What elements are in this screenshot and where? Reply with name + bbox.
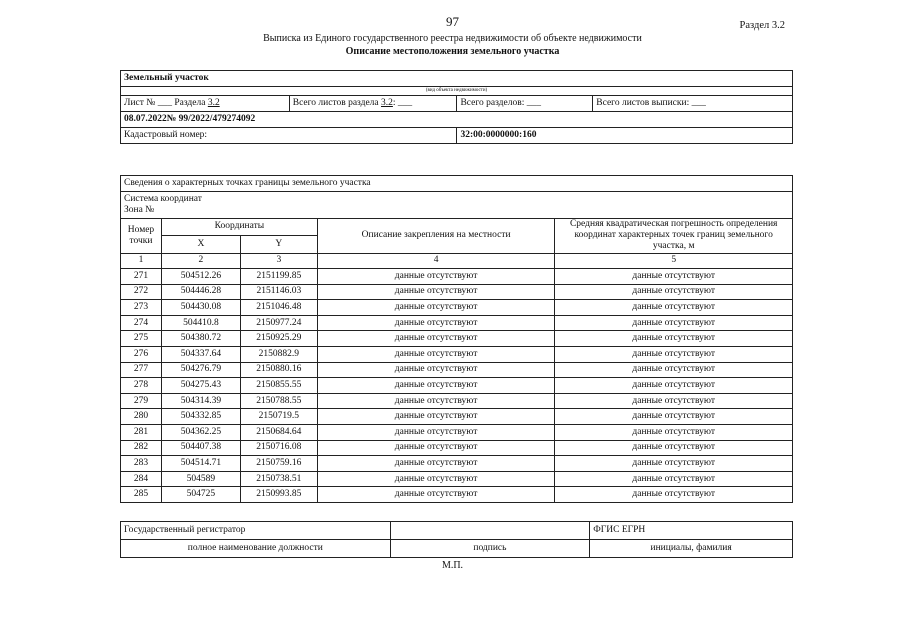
table-row xyxy=(121,487,793,503)
description-cell: данные отсутствуют xyxy=(317,471,555,487)
error-cell: данные отсутствуют xyxy=(555,331,793,347)
point-number-cell: 271 xyxy=(121,269,162,285)
point-number-cell: 279 xyxy=(121,393,162,409)
description-cell: данные отсутствуют xyxy=(317,409,555,425)
section-number: 3.2 xyxy=(207,98,220,109)
document-subtitle: Описание местоположения земельного участка xyxy=(345,46,560,57)
object-type: Земельный участок xyxy=(121,71,793,87)
coord-system-cell xyxy=(121,191,793,218)
x-coordinate-cell: 504589 xyxy=(161,471,240,487)
error-cell: данные отсутствуют xyxy=(555,471,793,487)
column-number: 3 xyxy=(240,253,317,269)
page-number: 97 xyxy=(446,14,459,29)
table-row xyxy=(121,456,793,472)
description-cell: данные отсутствуют xyxy=(317,362,555,378)
name-caption: инициалы, фамилия xyxy=(590,540,793,558)
table-row xyxy=(121,393,793,409)
x-coordinate-cell: 504380.72 xyxy=(161,331,240,347)
table-row xyxy=(121,284,793,300)
point-number-cell: 280 xyxy=(121,409,162,425)
y-coordinate-cell: 2151146.03 xyxy=(240,284,317,300)
header-coordinates: Координаты xyxy=(161,218,317,236)
description-cell: данные отсутствуют xyxy=(317,346,555,362)
y-coordinate-cell: 2150716.08 xyxy=(240,440,317,456)
description-cell: данные отсутствуют xyxy=(317,424,555,440)
column-number: 4 xyxy=(317,253,555,269)
point-number-cell: 273 xyxy=(121,300,162,316)
point-number-cell: 278 xyxy=(121,378,162,394)
point-number-cell: 281 xyxy=(121,424,162,440)
point-number-cell: 282 xyxy=(121,440,162,456)
total-sheets-section-label: Всего листов раздела xyxy=(292,98,379,109)
coord-system-label: Система координат xyxy=(124,193,202,204)
description-cell: данные отсутствуют xyxy=(317,284,555,300)
description-cell: данные отсутствуют xyxy=(317,378,555,394)
sheet-label: Лист № xyxy=(124,98,156,109)
point-number-cell: 277 xyxy=(121,362,162,378)
total-sections-cell: Всего разделов: ___ xyxy=(457,96,593,112)
description-cell: данные отсутствуют xyxy=(317,269,555,285)
description-cell: данные отсутствуют xyxy=(317,300,555,316)
table-row xyxy=(121,269,793,285)
point-number-cell: 283 xyxy=(121,456,162,472)
table-row xyxy=(121,300,793,316)
description-cell: данные отсутствуют xyxy=(317,456,555,472)
stamp-place: М.П. xyxy=(441,560,464,571)
system-label: ФГИС ЕГРН xyxy=(590,522,793,540)
point-number-cell: 285 xyxy=(121,487,162,503)
section-number-ref: 3.2 xyxy=(381,98,393,109)
y-coordinate-cell: 2151046.48 xyxy=(240,300,317,316)
table-row xyxy=(121,362,793,378)
column-number: 5 xyxy=(555,253,793,269)
zone-label: Зона № xyxy=(124,204,155,215)
signature-table xyxy=(120,521,793,558)
y-coordinate-cell: 2150719.5 xyxy=(240,409,317,425)
table-row xyxy=(121,440,793,456)
error-cell: данные отсутствуют xyxy=(555,409,793,425)
x-coordinate-cell: 504430.08 xyxy=(161,300,240,316)
error-cell: данные отсутствуют xyxy=(555,346,793,362)
error-cell: данные отсутствуют xyxy=(555,440,793,456)
document-title: Выписка из Единого государственного реестра недвижимости об объекте недвижимости xyxy=(263,33,642,44)
table-row xyxy=(121,346,793,362)
y-coordinate-cell: 2150993.85 xyxy=(240,487,317,503)
points-table-body xyxy=(121,269,793,503)
description-cell: данные отсутствуют xyxy=(317,331,555,347)
table-row xyxy=(121,424,793,440)
point-number-cell: 276 xyxy=(121,346,162,362)
y-coordinate-cell: 2150977.24 xyxy=(240,315,317,331)
points-table xyxy=(120,175,793,503)
error-cell: данные отсутствуют xyxy=(555,487,793,503)
registrar-label: Государственный регистратор xyxy=(121,522,391,540)
header-x: X xyxy=(161,236,240,254)
header-description: Описание закрепления на местности xyxy=(317,218,555,253)
column-number: 1 xyxy=(121,253,162,269)
x-coordinate-cell: 504276.79 xyxy=(161,362,240,378)
x-coordinate-cell: 504410.8 xyxy=(161,315,240,331)
table-row xyxy=(121,409,793,425)
table-row xyxy=(121,378,793,394)
y-coordinate-cell: 2150759.16 xyxy=(240,456,317,472)
x-coordinate-cell: 504337.64 xyxy=(161,346,240,362)
position-caption: полное наименование должности xyxy=(121,540,391,558)
error-cell: данные отсутствуют xyxy=(555,315,793,331)
sheet-section-label: Раздела xyxy=(174,98,206,109)
x-coordinate-cell: 504362.25 xyxy=(161,424,240,440)
point-number-cell: 274 xyxy=(121,315,162,331)
x-coordinate-cell: 504314.39 xyxy=(161,393,240,409)
total-sheets-extract-label: Всего листов выписки: xyxy=(596,98,690,109)
info-table xyxy=(120,70,793,144)
description-cell: данные отсутствуют xyxy=(317,315,555,331)
y-coordinate-cell: 2150880.16 xyxy=(240,362,317,378)
section-label: Раздел 3.2 xyxy=(739,20,785,31)
header-point-number: Номер точки xyxy=(121,218,162,253)
y-coordinate-cell: 2150855.55 xyxy=(240,378,317,394)
error-cell: данные отсутствуют xyxy=(555,284,793,300)
error-cell: данные отсутствуют xyxy=(555,378,793,394)
object-type-caption: (вид объекта недвижимости) xyxy=(121,87,793,96)
x-coordinate-cell: 504514.71 xyxy=(161,456,240,472)
y-coordinate-cell: 2150738.51 xyxy=(240,471,317,487)
description-cell: данные отсутствуют xyxy=(317,487,555,503)
x-coordinate-cell: 504725 xyxy=(161,487,240,503)
sheet-number-cell: Лист № ___ Раздела 3.2 xyxy=(121,96,290,112)
column-numbers-row xyxy=(121,253,793,269)
x-coordinate-cell: 504446.28 xyxy=(161,284,240,300)
table-row xyxy=(121,471,793,487)
table-row xyxy=(121,315,793,331)
y-coordinate-cell: 2151199.85 xyxy=(240,269,317,285)
cadastral-value: 32:00:0000000:160 xyxy=(457,128,793,144)
signature-caption: подпись xyxy=(390,540,590,558)
point-number-cell: 284 xyxy=(121,471,162,487)
x-coordinate-cell: 504407.38 xyxy=(161,440,240,456)
x-coordinate-cell: 504275.43 xyxy=(161,378,240,394)
signature-field xyxy=(390,522,590,540)
y-coordinate-cell: 2150684.64 xyxy=(240,424,317,440)
total-sections-label: Всего разделов: xyxy=(460,98,525,109)
error-cell: данные отсутствуют xyxy=(555,456,793,472)
error-cell: данные отсутствуют xyxy=(555,300,793,316)
header-error: Средняя квадратическая погрешность определения координат характерных точек границ земельного участка, м xyxy=(555,218,793,253)
total-sheets-section-cell: Всего листов раздела 3.2: ___ xyxy=(289,96,457,112)
x-coordinate-cell: 504512.26 xyxy=(161,269,240,285)
table-row xyxy=(121,331,793,347)
x-coordinate-cell: 504332.85 xyxy=(161,409,240,425)
error-cell: данные отсутствуют xyxy=(555,424,793,440)
points-table-title: Сведения о характерных точках границы земельного участка xyxy=(121,176,793,192)
point-number-cell: 272 xyxy=(121,284,162,300)
point-number-cell: 275 xyxy=(121,331,162,347)
error-cell: данные отсутствуют xyxy=(555,269,793,285)
total-sheets-extract-cell: Всего листов выписки: ___ xyxy=(593,96,793,112)
error-cell: данные отсутствуют xyxy=(555,362,793,378)
date-number: 08.07.2022№ 99/2022/479274092 xyxy=(121,112,793,128)
y-coordinate-cell: 2150882.9 xyxy=(240,346,317,362)
y-coordinate-cell: 2150788.55 xyxy=(240,393,317,409)
column-number: 2 xyxy=(161,253,240,269)
description-cell: данные отсутствуют xyxy=(317,393,555,409)
error-cell: данные отсутствуют xyxy=(555,393,793,409)
description-cell: данные отсутствуют xyxy=(317,440,555,456)
header-y: Y xyxy=(240,236,317,254)
y-coordinate-cell: 2150925.29 xyxy=(240,331,317,347)
cadastral-label: Кадастровый номер: xyxy=(121,128,457,144)
